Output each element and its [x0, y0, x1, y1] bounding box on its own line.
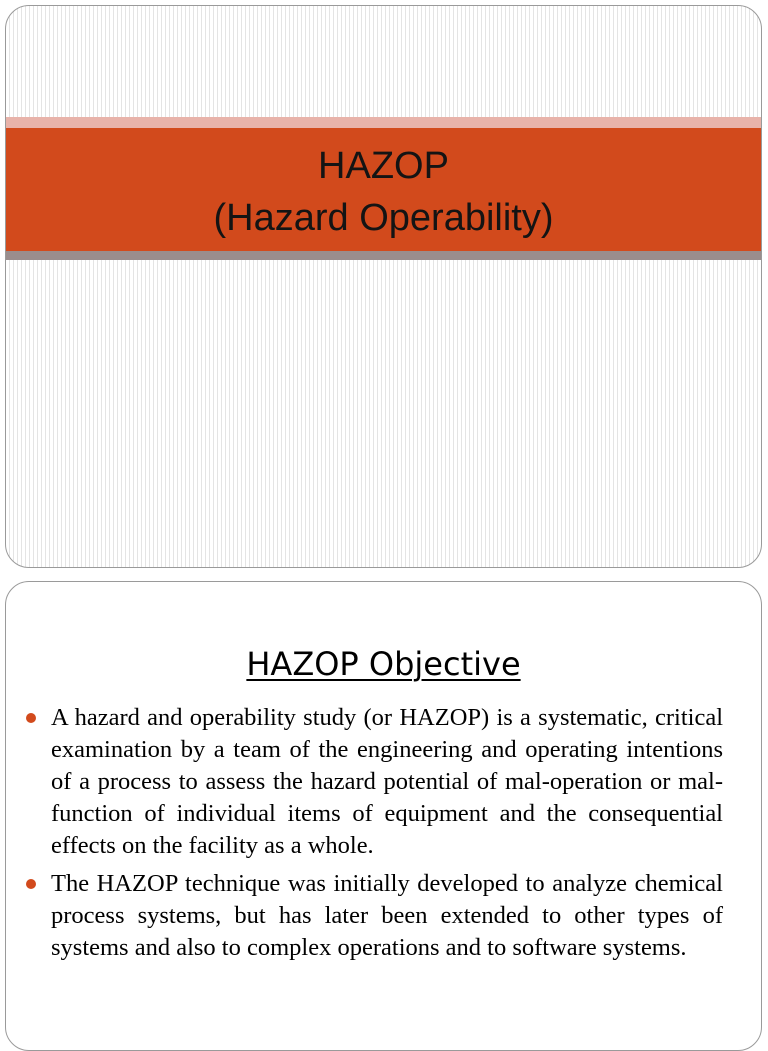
- bullet-text: A hazard and operability study (or HAZOP) is a systematic, critical examination by a team of the engineering and operating intentions of a process to assess the hazard potential of mal-operation or mal-function of individual items of equipment and the consequential effects on the facility as a whole.: [51, 704, 723, 859]
- title-band-top-accent: [6, 117, 761, 128]
- bullet-text: The HAZOP technique was initially developed to analyze chemical process systems, but has later been extended to other types of systems and also to complex operations and to software systems.: [51, 870, 723, 961]
- objective-slide: [5, 581, 762, 1051]
- slide-heading: HAZOP Objective: [246, 645, 521, 683]
- bullet-item: [51, 868, 723, 964]
- bullet-list: [6, 702, 762, 970]
- title-band-bottom-accent: [6, 251, 761, 260]
- bullet-dot-icon: [26, 879, 36, 889]
- bullet-item: [51, 702, 723, 862]
- slide-title-line-1: HAZOP: [318, 145, 449, 187]
- slide-title: [6, 140, 761, 244]
- bullet-dot-icon: [26, 713, 36, 723]
- title-slide: [5, 5, 762, 568]
- slide-title-line-2: (Hazard Operability): [213, 197, 554, 239]
